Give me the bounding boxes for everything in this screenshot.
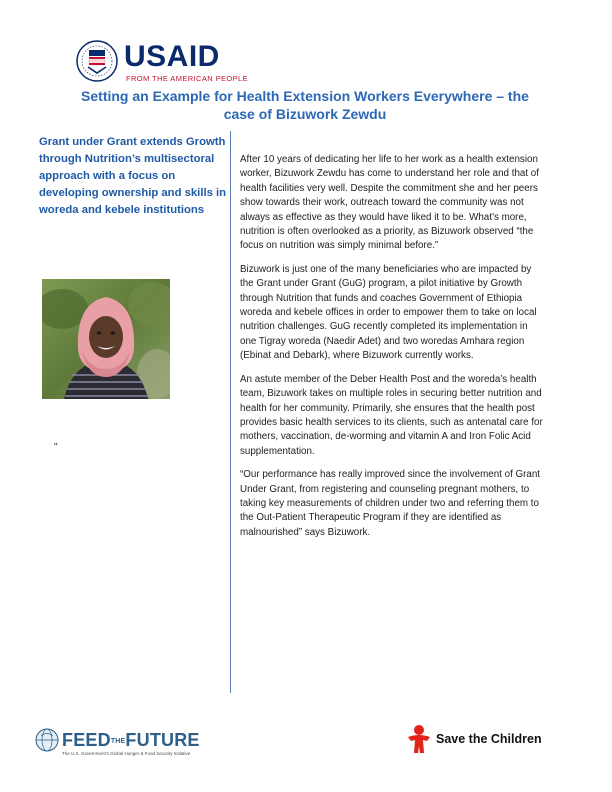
- ftf-feed: FEED: [62, 730, 111, 750]
- page-title: Setting an Example for Health Extension Workers Everywhere – the case of Bizuwork Zewdu: [81, 88, 529, 122]
- article-body: [240, 153, 546, 549]
- usaid-wordmark: USAID: [124, 40, 220, 73]
- pull-quote: Grant under Grant extends Growth through Nutrition’s multisectoral approach with a focus on developing ownership and skills in woreda and kebele institutions: [39, 136, 227, 216]
- ftf-future: FUTURE: [125, 730, 200, 750]
- portrait-photo: [42, 279, 170, 399]
- usaid-tagline: FROM THE AMERICAN PEOPLE: [126, 74, 248, 83]
- usaid-logo: [76, 40, 256, 88]
- usaid-seal-icon: [76, 40, 118, 82]
- body-paragraph: Bizuwork is just one of the many beneficiaries who are impacted by the Grant under Grant (GuG) program, a pilot initiative by Growth through Nutrition that funds and coaches Government of Ethiopia woreda and kebele offices in order to empower them to take on local nutrition challenges. GuG recently completed its implementation in one Tigray woreda (Naedir Adet) and two woredas Amhara region (Ebinat and Debark), where Bizuwork currently works.: [240, 263, 537, 362]
- feed-the-future-wordmark: [62, 730, 200, 751]
- body-paragraph: After 10 years of dedicating her life to her work as a health extension worker, Bizuwork Zewdu has come to understand her role and that of health facilities very well. Despite the commitment she and her peers show towards their work, outreach toward the community was not always as effective as they would have liked it to be. What’s more, nutrition is often overlooked as a priority, as Bizuwork observed “the focus on nutrition was simply minimal before.”: [240, 154, 539, 252]
- stray-quote-mark: “: [54, 441, 58, 453]
- body-paragraph: “Our performance has really improved since the involvement of Grant Under Grant, from registering and counseling pregnant mothers, to taking key measurements of children under two and referring them to the Out-Patient Therapeutic Program if they are identified as malnourished” says Bizuwork.: [240, 469, 541, 538]
- feed-the-future-tagline: The U.S. Government’s Global Hunger & Food Security Initiative: [62, 751, 191, 756]
- save-the-children-logo: [405, 724, 545, 756]
- ftf-the: THE: [110, 737, 126, 745]
- globe-seal-icon: [35, 728, 59, 752]
- save-the-children-figure-icon: [405, 724, 433, 754]
- body-paragraph: An astute member of the Deber Health Post and the woreda’s health team, Bizuwork takes on multiple roles in securing better nutrition and health for her community. Primarily, she ensures that the health post provides basic health services to its clients, such as antenatal care for mothers, vaccination, de-worming and vitamin A and Iron Folic Acid supplementation.: [240, 373, 543, 457]
- feed-the-future-logo: [35, 728, 245, 758]
- column-divider: [230, 131, 231, 693]
- save-the-children-wordmark: Save the Children: [436, 732, 542, 746]
